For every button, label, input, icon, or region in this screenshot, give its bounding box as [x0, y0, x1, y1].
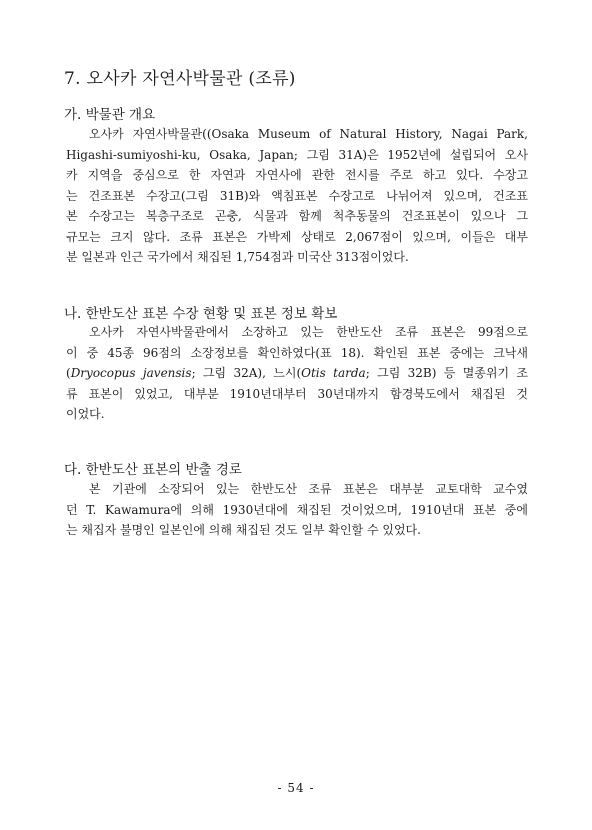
paragraph-line: 분 일본과 인근 국가에서 채집된 1,754점과 미국산 313점이었다.	[66, 250, 409, 264]
section-body-overview	[66, 124, 528, 268]
paragraph-line: 카 지역을 중심으로 한 자연과 자연사에 관한 전시를 주로 하고 있다. 수장고	[66, 168, 528, 182]
paragraph-line: 류 표본이 있었고, 대부분 1910년대부터 30년대까지 함경북도에서 채집된 것	[66, 386, 528, 401]
paragraph-line: 이 중 45종 96점의 소장정보를 확인하였다(표 18). 확인된 표본 중에는 크낙새	[66, 345, 528, 360]
text-fragment: (	[66, 366, 71, 380]
paragraph-line: 본 기관에 소장되어 있는 한반도산 조류 표본은 대부분 교토대학 교수였	[89, 482, 528, 496]
species-name: Otis tarda	[301, 366, 366, 380]
paragraph-line-with-species	[66, 363, 528, 384]
species-name: Dryocopus javensis	[70, 366, 192, 380]
section-heading-overview: 가. 박물관 개요	[64, 107, 156, 123]
paragraph-line: 규모는 크지 않다. 조류 표본은 가박제 상태로 2,067점이 있으며, 이들은 대부	[66, 229, 528, 244]
paragraph-line: 오사카 자연사박물관((Osaka Museum of Natural History, Nagai Park,	[89, 127, 528, 141]
section-body-holdings	[66, 322, 528, 425]
page-number: - 54 -	[277, 781, 315, 795]
paragraph-line: 이었다.	[66, 407, 105, 421]
text-fragment: ; 그림 32A), 느시(	[191, 366, 302, 380]
section-body-export-route	[66, 479, 528, 541]
paragraph-line: Higashi-sumiyoshi-ku, Osaka, Japan; 그림 31A)은 1952년에 설립되어 오사	[66, 147, 528, 162]
page-title: 7. 오사카 자연사박물관 (조류)	[64, 69, 296, 89]
section-heading-export-route: 다. 한반도산 표본의 반출 경로	[64, 462, 242, 478]
paragraph-line: 는 채집자 불명인 일본인에 의해 채집된 것도 일부 확인할 수 있었다.	[66, 523, 421, 537]
section-heading-holdings: 나. 한반도산 표본 수장 현황 및 표본 정보 확보	[64, 306, 338, 322]
paragraph-line: 오사카 자연사박물관에서 소장하고 있는 한반도산 조류 표본은 99점으로	[89, 325, 528, 339]
paragraph-line: 본 수장고는 복층구조로 곤충, 식물과 함께 척추동물의 건조표본이 있으나 그	[66, 209, 528, 223]
text-fragment: ; 그림 32B) 등 멸종위기 조	[365, 366, 529, 380]
paragraph-line: 는 건조표본 수장고(그림 31B)와 액침표본 수장고로 나뉘어져 있으며, 건조표	[66, 188, 528, 203]
paragraph-line: 던 T. Kawamura에 의해 1930년대에 채집된 것이었으며, 1910년대 표본 중에	[66, 502, 528, 517]
